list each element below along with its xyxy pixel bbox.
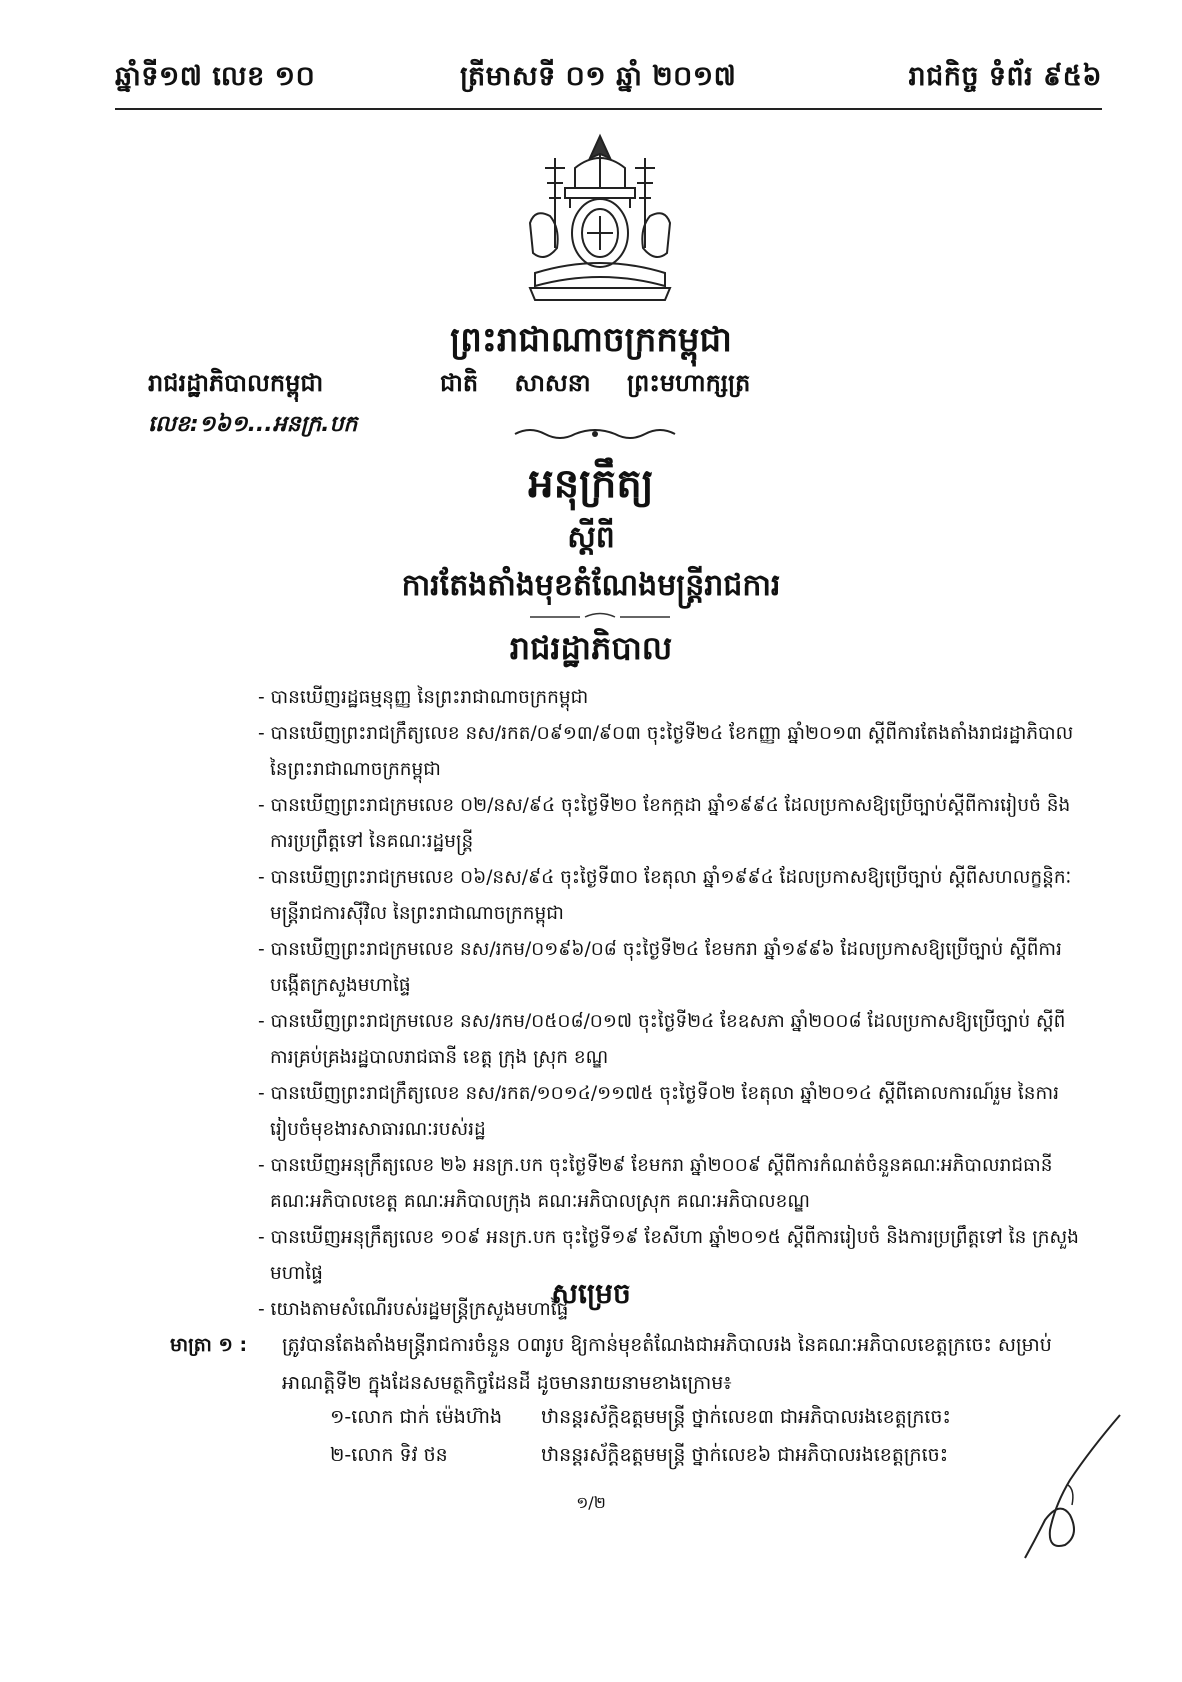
gazette-quarter: ត្រីមាសទី ០១ ឆ្នាំ ២០១៧ bbox=[460, 61, 737, 92]
consideration-item: - បានឃើញអនុក្រឹត្យលេខ ២៦ អនក្រ.បក ចុះថ្ងៃទី២៩ ខែមករា ឆ្នាំ២០០៩ ស្តីពីការកំណត់ចំនួនគណៈអភិបាលរាជធានី គណៈអភិបាលខេត្ត គណៈអភិបាលក្រុង គណៈអភិបាលស្រុក គណៈអភិបាលខណ្ឌ bbox=[258, 1155, 1053, 1212]
gazette-year-issue: ឆ្នាំទី១៧ លេខ ១០ bbox=[115, 61, 316, 92]
consideration-item: - យោងតាមសំណើរបស់រដ្ឋមន្ត្រីក្រសួងមហាផ្ទៃ bbox=[258, 1299, 569, 1320]
consideration-item: - បានឃើញព្រះរាជក្រមលេខ នស/រកម/០៥០៨/០១៧ ចុះថ្ងៃទី២៤ ខែឧសភា ឆ្នាំ២០០៨ ដែលប្រកាសឱ្យប្រើច្បាប់ ស្តីពីការគ្រប់គ្រងរដ្ឋបាលរាជធានី ខេត្ត ក្រុង ស្រុក ខណ្ឌ bbox=[258, 1011, 1066, 1068]
appointee-row bbox=[330, 1405, 951, 1433]
issuing-government: រាជរដ្ឋាភិបាលកម្ពុជា bbox=[148, 369, 324, 397]
consideration-item: - បានឃើញព្រះរាជក្រមលេខ ០២/នស/៩៤ ចុះថ្ងៃទី២០ ខែកក្កដា ឆ្នាំ១៩៩៤ ដែលប្រកាសឱ្យប្រើច្បាប់ស្តីពីការរៀបចំ និងការប្រព្រឹត្តទៅ នៃគណៈរដ្ឋមន្ត្រី bbox=[258, 795, 1071, 852]
appointee-row bbox=[330, 1443, 948, 1471]
reference-number: លេខ:១៦១...អនក្រ.បក bbox=[148, 412, 358, 437]
kingdom-title: ព្រះរាជាណាចក្រកម្ពុជា bbox=[450, 320, 732, 360]
appointee-rank: ឋានន្តរស័ក្តិឧត្តមមន្ត្រី ថ្នាក់លេខ៦ ជាអភិបាលរងខេត្តក្រចេះ bbox=[541, 1444, 949, 1466]
consideration-item: - បានឃើញអនុក្រឹត្យលេខ ១០៩ អនក្រ.បក ចុះថ្ងៃទី១៩ ខែសីហា ឆ្នាំ២០១៥ ស្តីពីការរៀបចំ និងការប្រព្រឹត្តទៅ នៃ ក្រសួងមហាផ្ទៃ bbox=[258, 1227, 1079, 1284]
consideration-item: - បានឃើញរដ្ឋធម្មនុញ្ញ នៃព្រះរាជាណាចក្រកម្ពុជា bbox=[258, 687, 589, 708]
appointee-name: ២-លោក ទិវ ថន bbox=[330, 1444, 448, 1466]
about-label: ស្តីពី bbox=[567, 520, 615, 555]
gazette-page: រាជកិច្ច ទំព័រ ៩៥៦ bbox=[908, 61, 1102, 92]
national-motto: ជាតិ សាសនា ព្រះមហាក្សត្រ bbox=[440, 369, 751, 397]
handwritten-signature bbox=[1010, 1410, 1130, 1560]
consideration-item: - បានឃើញព្រះរាជក្រឹត្យលេខ នស/រកត/០៩១៣/៩០៣ ចុះថ្ងៃទី២៤ ខែកញ្ញា ឆ្នាំ២០១៣ ស្តីពីការតែងតាំងរាជរដ្ឋាភិបាល នៃព្រះរាជាណាចក្រកម្ពុជា bbox=[258, 723, 1074, 780]
decision-heading: សម្រេច bbox=[551, 1277, 631, 1310]
consideration-item: - បានឃើញព្រះរាជក្រមលេខ នស/រកម/០១៩៦/០៨ ចុះថ្ងៃទី២៤ ខែមករា ឆ្នាំ១៩៩៦ ដែលប្រកាសឱ្យប្រើច្បាប់ ស្តីពីការបង្កើតក្រសួងមហាផ្ទៃ bbox=[258, 939, 1062, 996]
appointee-rank: ឋានន្តរស័ក្តិឧត្តមមន្ត្រី ថ្នាក់លេខ៣ ជាអភិបាលរងខេត្តក្រចេះ bbox=[541, 1406, 951, 1428]
consideration-item: - បានឃើញព្រះរាជក្រឹត្យលេខ នស/រកត/១០១៤/១១៧៥ ចុះថ្ងៃទី០២ ខែតុលា ឆ្នាំ២០១៤ ស្តីពីគោលការណ៍រួម នៃការ រៀបចំមុខងារសាធារណៈរបស់រដ្ឋ bbox=[258, 1083, 1060, 1140]
royal-coat-of-arms-icon bbox=[515, 128, 685, 308]
consideration-item: - បានឃើញព្រះរាជក្រមលេខ ០៦/នស/៩៤ ចុះថ្ងៃទី៣០ ខែតុលា ឆ្នាំ១៩៩៤ ដែលប្រកាសឱ្យប្រើច្បាប់ ស្តីពីសហលក្ខន្តិកៈ មន្ត្រីរាជការស៊ីវិល នៃព្រះរាជាណាចក្រកម្ពុជា bbox=[258, 867, 1072, 924]
article-text: ត្រូវបានតែងតាំងមន្ត្រីរាជការចំនួន ០៣រូប ឱ្យកាន់មុខតំណែងជាអភិបាលរង នៃគណៈអភិបាលខេត្តក្រចេះ សម្រាប់អាណត្តិទី២ ក្នុងដែនសមត្ថកិច្ចដែនដី ដូចមានរាយនាមខាងក្រោម៖ bbox=[282, 1334, 1052, 1394]
appointee-name: ១-លោក ជាក់ ម៉េងហ៊ាង bbox=[330, 1406, 503, 1428]
page-number: ១/២ bbox=[576, 1493, 606, 1512]
document-type: អនុក្រឹត្យ bbox=[528, 460, 654, 507]
ornament-divider bbox=[510, 426, 680, 442]
small-ornament-divider bbox=[520, 612, 680, 622]
header-divider bbox=[115, 108, 1102, 110]
article-label: មាត្រា ១ : bbox=[170, 1334, 248, 1356]
issuing-authority: រាជរដ្ឋាភិបាល bbox=[509, 629, 673, 667]
document-subject: ការតែងតាំងមុខតំណែងមន្ត្រីរាជការ bbox=[401, 568, 781, 603]
considerations-list bbox=[258, 680, 1088, 1328]
